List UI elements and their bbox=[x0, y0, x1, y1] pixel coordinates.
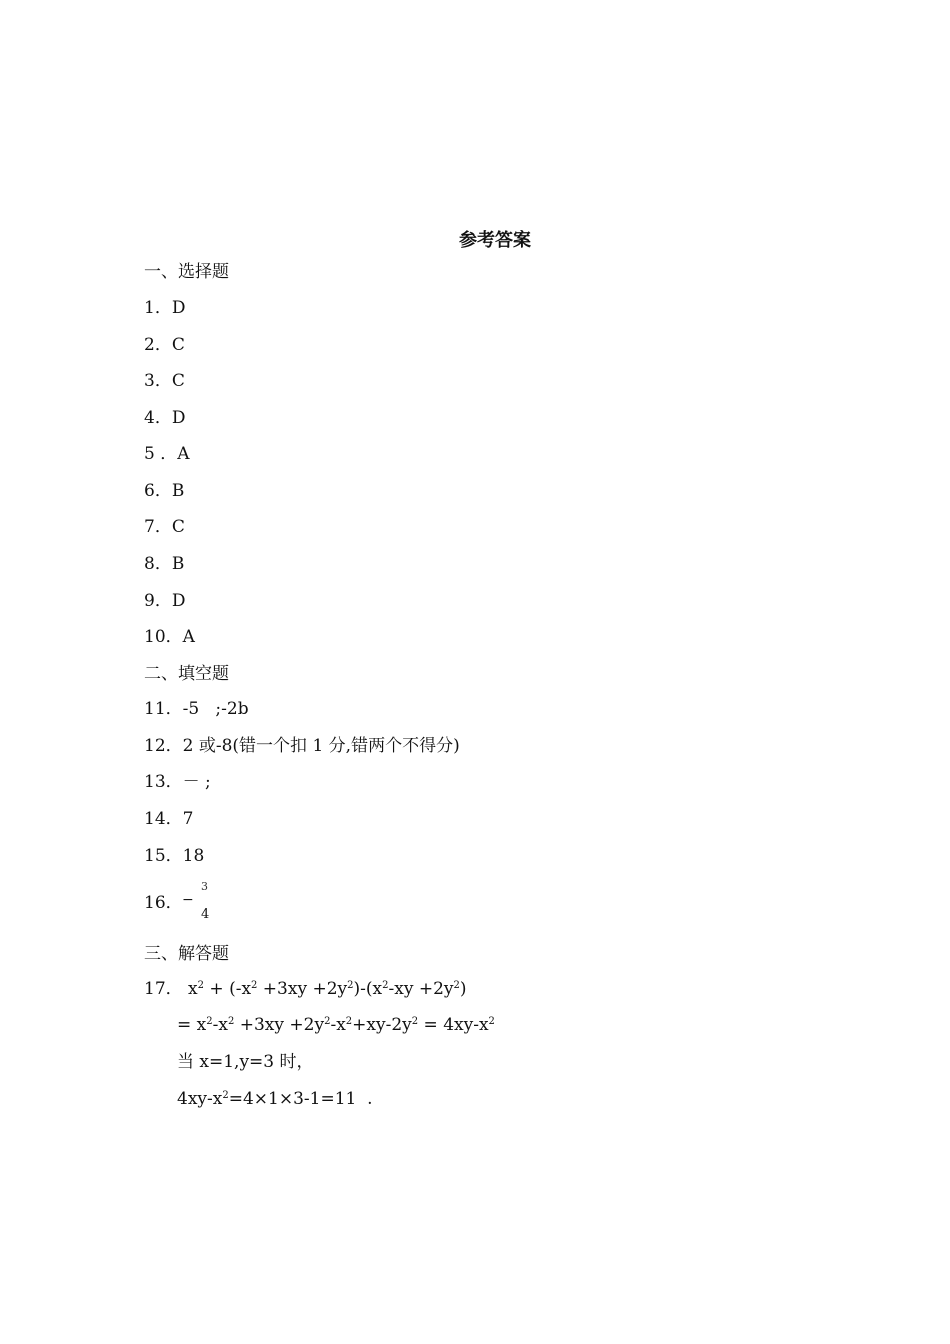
fraction bbox=[182, 880, 212, 926]
section-heading-fill: 二、填空题 bbox=[144, 664, 229, 684]
answer-row: 6．B bbox=[144, 481, 185, 501]
section-heading-choice: 一、选择题 bbox=[144, 262, 229, 282]
answer-row-16: 16． bbox=[144, 893, 183, 913]
answer-row: 4．D bbox=[144, 408, 186, 428]
answer-row: 11．-5 ;-2b bbox=[144, 699, 249, 719]
page-title: 参考答案 bbox=[459, 230, 531, 251]
minus-sign: − bbox=[182, 892, 194, 908]
answer-row: 14．7 bbox=[144, 809, 194, 829]
answer-row: 10．A bbox=[144, 627, 195, 647]
fraction-denominator: 4 bbox=[201, 907, 210, 922]
fraction-numerator: 3 bbox=[201, 880, 208, 893]
answer-row: 1．D bbox=[144, 298, 186, 318]
solution-line-1: 17． $x^2 + (-x^2 +3xy +2y^2)-(x^2-xy +2y^2)$ bbox=[144, 979, 467, 999]
solution-line-3: 当 x=1,y=3 时， bbox=[177, 1052, 314, 1072]
answer-row: 9．D bbox=[144, 591, 186, 611]
section-heading-solve: 三、解答题 bbox=[144, 944, 229, 964]
answer-row: 2．C bbox=[144, 335, 185, 355]
answer-row: 5 ．A bbox=[144, 444, 190, 464]
answer-row: 15．18 bbox=[144, 846, 205, 866]
answer-row: 8．B bbox=[144, 554, 185, 574]
answer-row: 3．C bbox=[144, 371, 185, 391]
answer-row: 12．2 或-8(错一个扣 1 分,错两个不得分) bbox=[144, 736, 460, 756]
answer-row: 13．－ ; bbox=[144, 772, 211, 792]
solution-line-4: $4xy-x^2=4\times 1\times 3-1=11$ . bbox=[177, 1089, 373, 1109]
answer-row: 7．C bbox=[144, 517, 185, 537]
solution-line-2: = $x^2-x^2 +3xy +2y^2-x^2+xy-2y^2 = 4xy-x^2$ bbox=[177, 1015, 495, 1035]
